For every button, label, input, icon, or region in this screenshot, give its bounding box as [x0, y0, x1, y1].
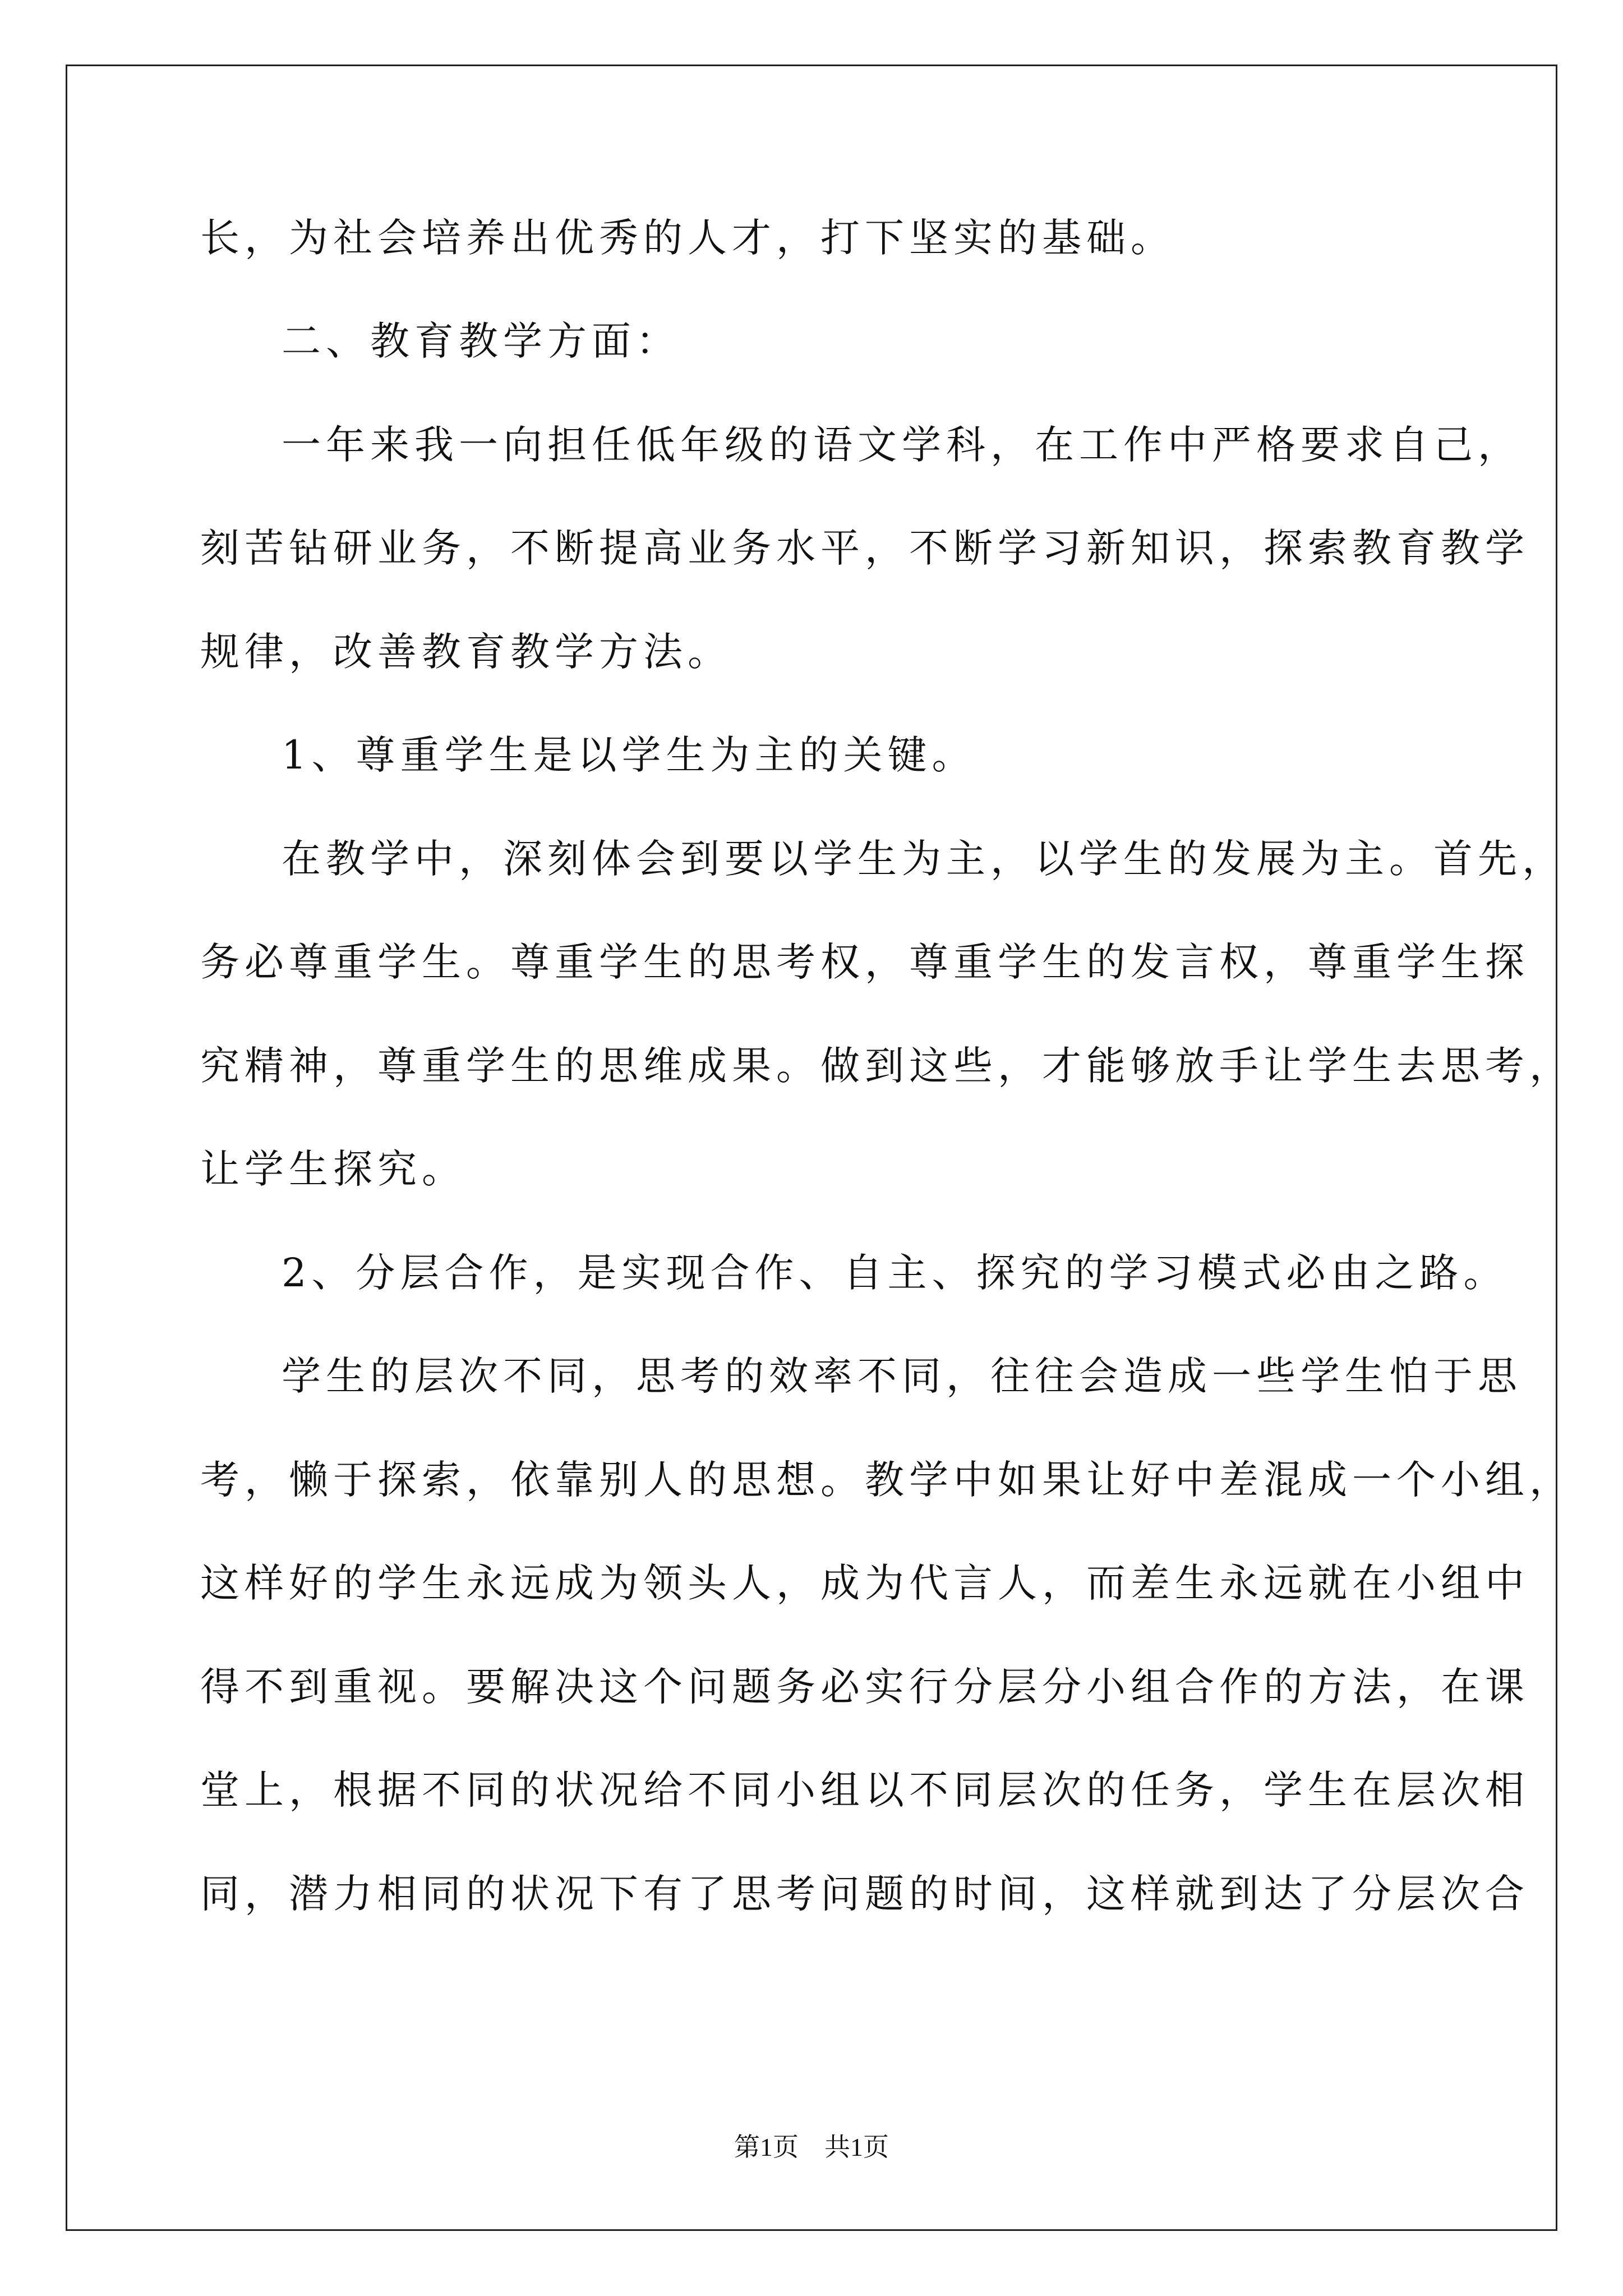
paragraph-line: 堂上，根据不同的状况给不同小组以不同层次的任务，学生在层次相	[200, 1767, 1529, 1813]
paragraph-line: 刻苦钻研业务，不断提高业务水平，不断学习新知识，探索教育教学	[200, 525, 1529, 571]
paragraph-line: 得不到重视。要解决这个问题务必实行分层分小组合作的方法，在课	[200, 1664, 1529, 1710]
paragraph-line: 规律，改善教育教学方法。	[200, 629, 732, 675]
paragraph-line: 同，潜力相同的状况下有了思考问题的时间，这样就到达了分层次合	[200, 1871, 1529, 1917]
paragraph-line: 一年来我一向担任低年级的语文学科，在工作中严格要求自己，	[282, 422, 1522, 468]
paragraph-line: 这样好的学生永远成为领头人，成为代言人，而差生永远就在小组中	[200, 1560, 1529, 1606]
paragraph-line: 学生的层次不同，思考的效率不同，往往会造成一些学生怕于思	[282, 1353, 1522, 1399]
page-number-footer: 第1页 共1页	[734, 2133, 889, 2161]
section-heading: 二、教育教学方面：	[282, 318, 680, 364]
paragraph-line: 在教学中，深刻体会到要以学生为主，以学生的发展为主。首先，	[282, 836, 1566, 882]
text-line: 长，为社会培养出优秀的人才，打下坚实的基础。	[200, 215, 1175, 261]
subheading: 1、尊重学生是以学生为主的关键。	[282, 732, 976, 778]
subheading: 2、分层合作，是实现合作、自主、探究的学习模式必由之路。	[282, 1250, 1508, 1296]
paragraph-line: 考，懒于探索，依靠别人的思想。教学中如果让好中差混成一个小组，	[200, 1457, 1574, 1503]
paragraph-line: 让学生探究。	[200, 1146, 466, 1192]
paragraph-line: 究精神，尊重学生的思维成果。做到这些，才能够放手让学生去思考，	[200, 1043, 1574, 1089]
paragraph-line: 务必尊重学生。尊重学生的思考权，尊重学生的发言权，尊重学生探	[200, 939, 1529, 985]
